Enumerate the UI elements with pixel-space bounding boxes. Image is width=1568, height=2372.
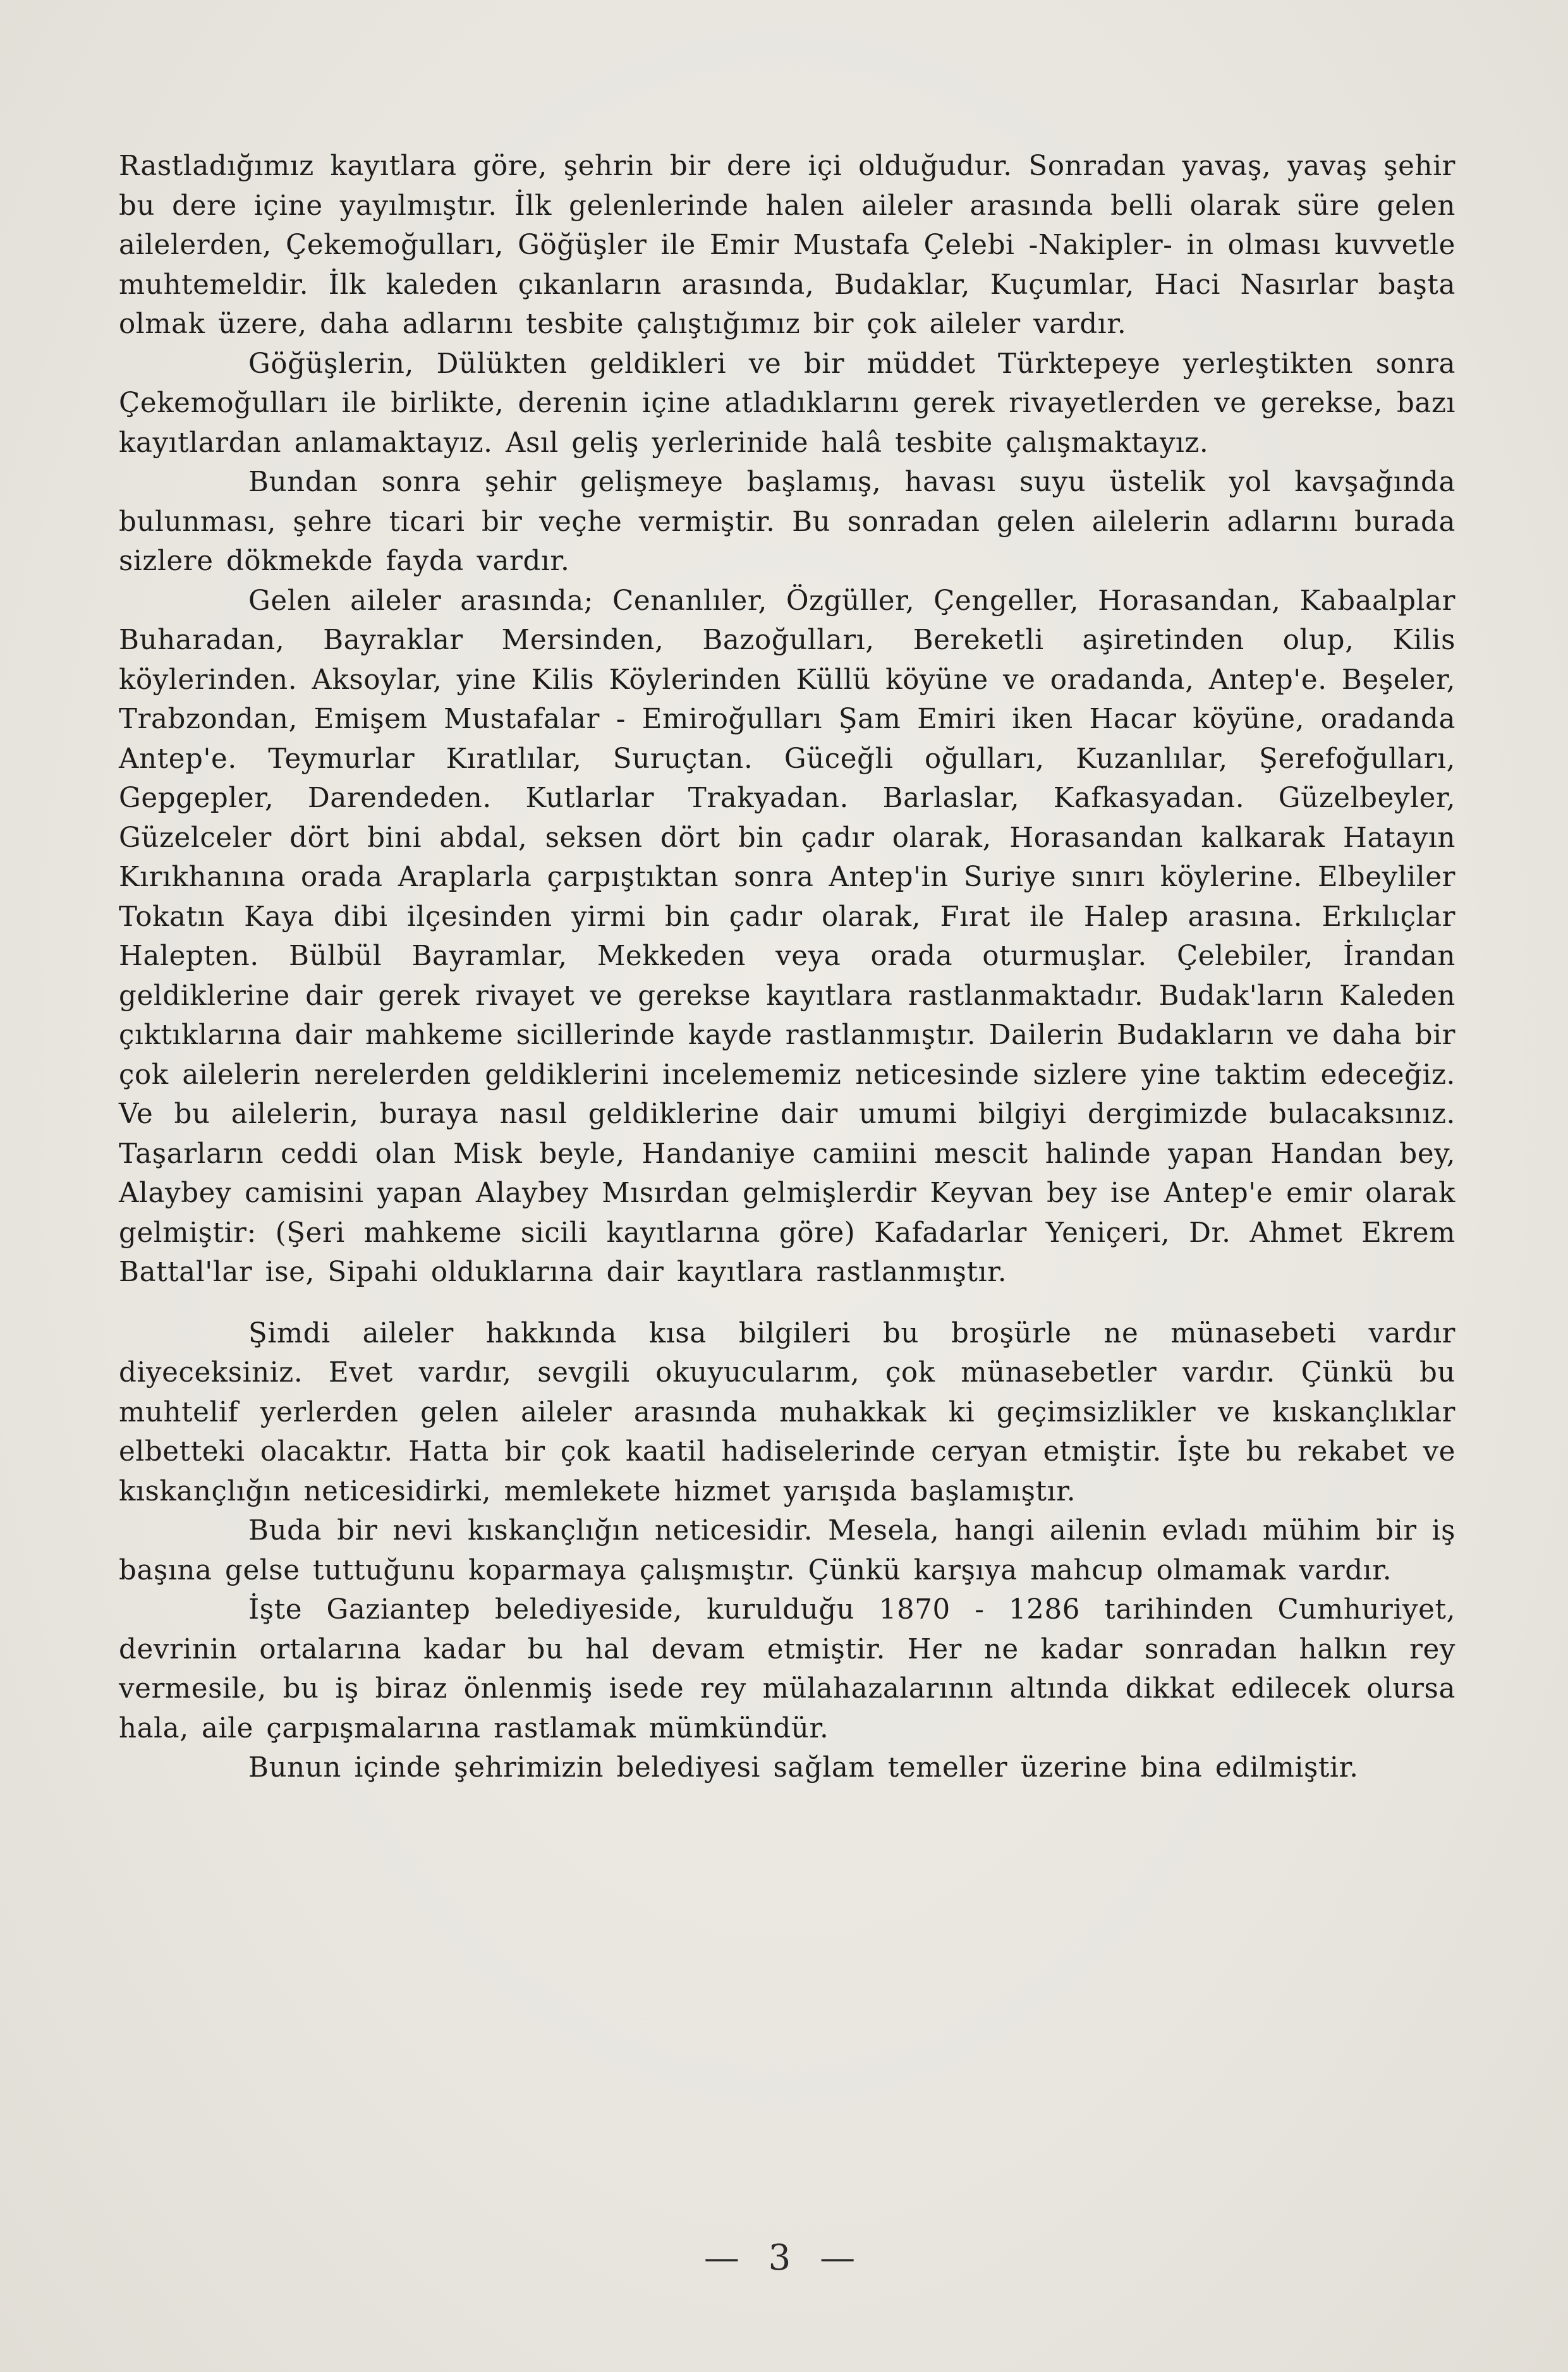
paragraph-6: Buda bir nevi kıskançlığın neticesidir. Mesela, hangi ailenin evladı mühim bir iş başına gelse tuttuğunu koparmaya çalışmıştır. Çünkü karşıya mahcup olmamak vardır. (119, 1515, 1456, 1586)
paragraph-1: Rastladığımız kayıtlara göre, şehrin bir dere içi olduğudur. Sonradan yavaş, yavaş şehir bu dere içine yayılmıştır. İlk gelenlerinde halen aileler arasında belli olarak süre gelen ailelerden, Çekemoğulları, Göğüşler ile Emir Mustafa Çelebi -Nakipler- in olması kuvvetle muhtemeldir. İlk kaleden çıkanların arasında, Budaklar, Kuçumlar, Haci Nasırlar başta olmak üzere, daha adlarını tesbite çalıştığımız bir çok aileler vardır. (119, 150, 1456, 340)
paragraph-5: Şimdi aileler hakkında kısa bilgileri bu broşürle ne münasebeti vardır diyeceksiniz. Evet vardır, sevgili okuyucularım, çok münasebetler vardır. Çünkü bu muhtelif yerlerden gelen aileler arasında muhakkak ki geçimsizlikler ve kıskançlıklar elbetteki olacaktır. Hatta bir çok kaatil hadiselerinde ceryan etmiştir. İşte bu rekabet ve kıskançlığın neticesidirki, memlekete hizmet yarışıda başlamıştır. (119, 1317, 1456, 1507)
body-text (119, 147, 1456, 1788)
paragraph-4: Gelen aileler arasında; Cenanlıler, Özgüller, Çengeller, Horasandan, Kabaalplar Buharadan, Bayraklar Mersinden, Bazoğulları, Bereketli aşiretinden olup, Kilis köylerinden. Aksoylar, yine Kilis Köylerinden Küllü köyüne ve oradanda, Antep'e. Beşeler, Trabzondan, Emişem Mustafalar - Emiroğulları Şam Emiri iken Hacar köyüne, oradanda Antep'e. Teymurlar Kıratlılar, Suruçtan. Güceğli oğulları, Kuzanlılar, Şerefoğulları, Gepgepler, Darendeden. Kutlarlar Trakyadan. Barlaslar, Kafkasyadan. Güzelbeyler, Güzelceler dört bini abdal, seksen dört bin çadır olarak, Horasandan kalkarak Hatayın Kırıkhanına orada Araplarla çarpıştıktan sonra Antep'in Suriye sınırı köylerine. Elbeyliler Tokatın Kaya dibi ilçesinden yirmi bin çadır olarak, Fırat ile Halep arasına. Erkılıçlar Halepten. Bülbül Bayramlar, Mekkeden veya orada oturmuşlar. Çelebiler, İrandan geldiklerine dair gerek rivayet ve gerekse kayıtlara rastlanmaktadır. Budak'ların Kaleden çıktıklarına dair mahkeme sicillerinde kayde rastlanmıştır. Dailerin Budakların ve daha bir çok ailelerin nerelerden geldiklerini incelememiz neticesinde sizlere yine taktim edeceğiz. Ve bu ailelerin, buraya nasıl geldiklerine dair umumi bilgiyi dergimizde bulacaksınız. Taşarların ceddi olan Misk beyle, Handaniye camiini mescit halinde yapan Handan bey, Alaybey camisini yapan Alaybey Mısırdan gelmişlerdir Keyvan bey ise Antep'e emir olarak gelmiştir: (Şeri mahkeme sicili kayıtlarına göre) Kafadarlar Yeniçeri, Dr. Ahmet Ekrem Battal'lar ise, Sipahi olduklarına dair kayıtlara rastlanmıştır. (119, 585, 1456, 1288)
page-number: — 3 — (703, 2237, 865, 2278)
paragraph-8: Bunun içinde şehrimizin belediyesi sağlam temeller üzerine bina edilmiştir. (248, 1752, 1359, 1784)
paragraph-2: Göğüşlerin, Dülükten geldikleri ve bir müddet Türktepeye yerleştikten sonra Çekemoğulları ile birlikte, derenin içine atladıklarını gerek rivayetlerden ve gerekse, bazı kayıtlardan anlamaktayız. Asıl geliş yerlerinide halâ tesbite çalışmaktayız. (119, 348, 1456, 459)
paragraph-7: İşte Gaziantep belediyeside, kurulduğu 1870 - 1286 tarihinden Cumhuriyet, devrinin ortalarına kadar bu hal devam etmiştir. Her ne kadar sonradan halkın rey vermesile, bu iş biraz önlenmiş isede rey mülahazalarının altında dikkat edilecek olursa hala, aile çarpışmalarına rastlamak mümkündür. (119, 1594, 1456, 1744)
paragraph-3: Bundan sonra şehir gelişmeye başlamış, havası suyu üstelik yol kavşağında bulunması, şehre ticari bir veçhe vermiştir. Bu sonradan gelen ailelerin adlarını burada sizlere dökmekde fayda vardır. (119, 466, 1456, 577)
